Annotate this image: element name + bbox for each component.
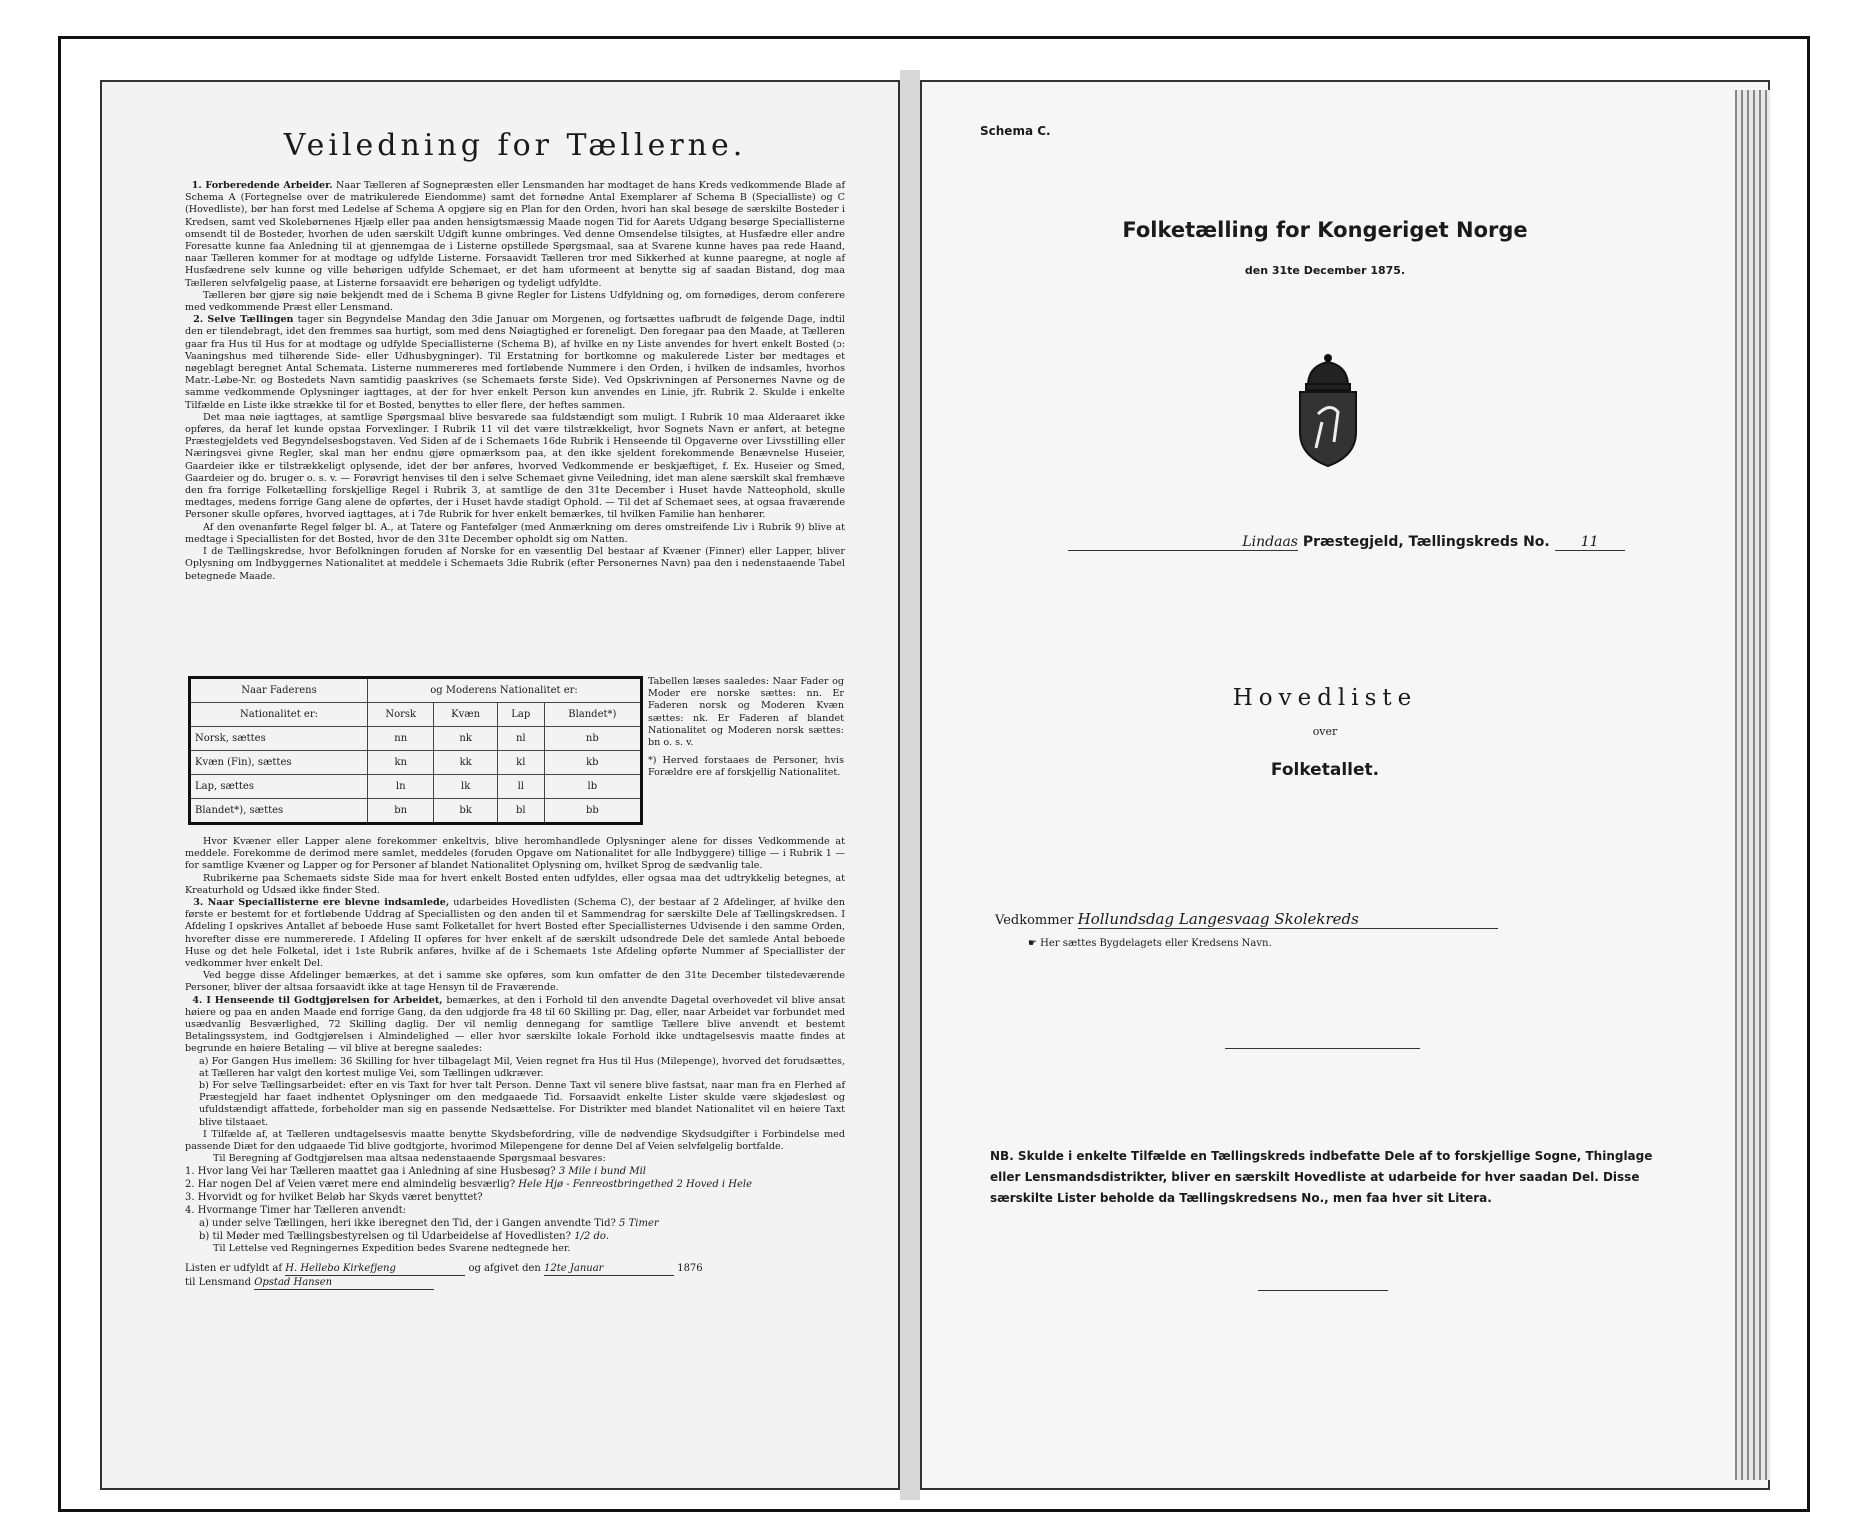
paragraph-10b: b) For selve Tællingsarbeidet: efter en vis Taxt for hver talt Person. Denne Taxt vil senere blive fastsat, naar man fra en Flerhed af Præstegjeld har faaet indhentet Oplysninger om den medgaaede Tid. Forsaavidt enkelte Lister skulde være skjødesløst og ufuldstændigt affattede, forbeholder man sig en passende Nedsættelse. For Distrikter med blandet Nationalitet vil en høiere Taxt blive tilstaaet. xyxy=(199,1080,845,1128)
nb-note: NB. Skulde i enkelte Tilfælde en Tællingskreds indbefatte Dele af to forskjellige Sogne, Thinglage eller Lensmandsdistrikter, bliver en særskilt Hovedliste at udarbeide for hver saadan Del. Disse særskilte Lister beholde da Tællingskredsens No., men faa hver sit Litera. xyxy=(990,1149,1653,1205)
divider xyxy=(1225,1048,1420,1049)
table-cell: kb xyxy=(544,751,641,775)
coat-of-arms-icon xyxy=(1290,352,1366,470)
table-note xyxy=(648,676,844,780)
table-cell: nl xyxy=(497,727,544,751)
question-4a xyxy=(185,1217,845,1230)
schema-label: Schema C. xyxy=(980,124,1051,138)
paragraph-5: I de Tællingskredse, hvor Befolkningen foruden af Norske for en væsentlig Del bestaar af Kvæner (Finner) eller Lapper, bliver Oplysning om Indbyggernes Nationalitet at meddele i Schemaets 3die Rubrik (efter Personernes Navn) paa den i nedenstaaende Tabel betegnede Maade. xyxy=(185,546,845,582)
list-over: over xyxy=(1312,725,1338,738)
divider xyxy=(1258,1290,1388,1291)
paragraph-13: Til Lettelse ved Regningernes Expedition bedes Svarene nedtegnede her. xyxy=(213,1243,571,1255)
question-4b xyxy=(185,1230,845,1243)
vedkommer-note-text: Her sættes Bygdelagets eller Kredsens Navn. xyxy=(1040,938,1272,949)
row-label: Norsk, sættes xyxy=(190,727,368,751)
paragraph-2 xyxy=(185,314,845,412)
paragraph-1 xyxy=(185,180,845,290)
question-3: 3. Hvorvidt og for hvilket Beløb har Skyds været benyttet? xyxy=(185,1192,483,1204)
sig1-hand: H. Hellebo Kirkefjeng xyxy=(285,1262,465,1276)
question-2-text: 2. Har nogen Del af Veien været mere end almindelig besværlig? xyxy=(185,1179,516,1191)
paragraph-9: Ved begge disse Afdelinger bemærkes, at det i samme ske opføres, som kun omfatter de den 31te December tilstedeværende Personer, bliver der altsaa forsaavidt ikke at tage Hensyn til de Fraværende. xyxy=(185,970,845,994)
answer-2: Hele Hjø - Fenreostbringethed 2 Hoved i Hele xyxy=(518,1179,753,1191)
pointing-hand-icon: ☛ xyxy=(1028,938,1037,949)
table-header-father: Naar Faderens xyxy=(190,678,368,703)
table-cell: bb xyxy=(544,799,641,824)
parish-line xyxy=(1068,534,1625,551)
sig1-date: 12te Januar xyxy=(544,1262,674,1276)
p2-text: tager sin Begyndelse Mandag den 3die Januar om Morgenen, og fortsættes uafbrudt de følgende Dage, indtil den er tilendebragt, idet den fremmes saa hurtigt, som med dens Nøiagtighed er foreneligt. Den foregaar paa den Maade, at Tælleren gaar fra Hus til Hus for at modtage og udfylde Speciallisterne (Schema B), af hvilke en ny Liste anvendes for hvert enkelt Bosted (ɔ: Vaaningshus med tilhørende Side- eller Udhusbygninger). Til Erstatning for bortkomne og makulerede Lister bør medtages et nøgeblagt beregnet Antal Schemata. Listerne nummereres med fortløbende Nummere i den Orden, i hvilken de indsamles, hvorhos Matr.-Løbe-Nr. og Bostedets Navn samtidig paaskrives (se Schemaets første Side). Ved Opskrivningen af Personernes Navne og de samme vedkommende Oplysninger iagttages, at der for hver enkelt Person kun anvendes en Linie, jfr. Rubrik 2. Skulde i enkelte Tilfælde en Liste ikke strække til for et Bosted, benyttes to eller flere, der heftes sammen. xyxy=(185,314,845,411)
table-cell: lb xyxy=(544,775,641,799)
page-edges xyxy=(1735,90,1770,1480)
paragraph-1b: Tælleren bør gjøre sig nøie bekjendt med de i Schema B givne Regler for Listens Udfyldning og, om fornødiges, derom conferere med vedkommende Præst eller Lensmand. xyxy=(185,289,845,314)
vedkommer-value: Hollundsdag Langesvaag Skolekreds xyxy=(1078,910,1498,929)
table-note-text: Tabellen læses saaledes: Naar Fader og Moder ere norske sættes: nn. Er Faderen norsk og Moderen Kvæn sættes: nk. Er Faderen af blandet Nationalitet og Moderen norsk sættes: bn o. s. v. xyxy=(648,676,844,749)
question-1 xyxy=(185,1165,845,1178)
row-label: Lap, sættes xyxy=(190,775,368,799)
table-cell: kn xyxy=(368,751,434,775)
paragraph-6: Hvor Kvæner eller Lapper alene forekommer enkeltvis, blive heromhandlede Oplysninger alene for disses Vedkommende at meddele. Forekomme de derimod mere samlet, meddeles (foruden Opgave om Nationalitet for alle Indbyggere) tillige — i Rubrik 1 — for samtlige Kvæner og Lapper og for Personer af blandet Nationalitet Oplysning om, hvilket Sprog de sædvanlig tale. xyxy=(185,836,845,872)
table-row xyxy=(190,799,642,824)
answer-4a: 5 Timer xyxy=(619,1218,659,1230)
table-header-nat: Nationalitet er: xyxy=(190,703,368,727)
table-cell: lk xyxy=(434,775,497,799)
vedkommer-note xyxy=(1028,938,1272,949)
census-title: Folketælling for Kongeriget Norge xyxy=(1122,218,1528,242)
sig1-mid: og afgivet den xyxy=(468,1262,541,1274)
paragraph-11: I Tilfælde af, at Tælleren undtagelsesvis maatte benytte Skydsbefordring, ville de nødvendige Skydsudgifter i Forbindelse med passende Diæt for den udgaaede Tid blive godtgjorte, hvorimod Milepengene for denne Del af Veien selvfølgelig bortfalde. xyxy=(185,1128,845,1153)
sig1-year: 1876 xyxy=(677,1262,703,1274)
table-cell: bk xyxy=(434,799,497,824)
vedkommer-label: Vedkommer xyxy=(995,913,1074,928)
table-cell: nk xyxy=(434,727,497,751)
question-1-text: 1. Hvor lang Vei har Tælleren maattet gaa i Anledning af sine Husbesøg? xyxy=(185,1166,556,1178)
paragraph-10 xyxy=(185,995,845,1056)
left-heading: Veiledning for Tællerne. xyxy=(283,128,747,163)
paragraph-10a: a) For Gangen Hus imellem: 36 Skilling for hver tilbagelagt Mil, Veien regnet fra Hus til Hus (Milepenge), hvorved det forudsættes, at Tælleren har valgt den kortest mulige Vei, som Tællingen udkræver. xyxy=(199,1055,845,1079)
question-2 xyxy=(185,1178,845,1191)
list-heading: Hovedliste xyxy=(1232,685,1418,711)
row-label: Kvæn (Fin), sættes xyxy=(190,751,368,775)
list-subheading: Folketallet. xyxy=(1270,760,1380,780)
table-cell: nb xyxy=(544,727,641,751)
p10-head: 4. I Henseende til Godtgjørelsen for Arbeidet, xyxy=(192,994,443,1006)
table-col: Lap xyxy=(497,703,544,727)
table-cell: kk xyxy=(434,751,497,775)
table-row xyxy=(190,775,642,799)
sig2-hand: Opstad Hansen xyxy=(254,1276,434,1290)
sig2-pre: til Lensmand xyxy=(185,1276,252,1288)
instructions-block-1 xyxy=(185,180,845,583)
question-4b-text: b) til Møder med Tællingsbestyrelsen og til Udarbeidelse af Hovedlisten? xyxy=(199,1231,571,1243)
sig1-pre: Listen er udfyldt af xyxy=(185,1262,283,1274)
table-cell: ll xyxy=(497,775,544,799)
p1-text: Naar Tælleren af Sognepræsten eller Lensmanden har modtaget de hans Kreds vedkommende Blade af Schema A (Fortegnelse over de matrikulerede Eiendomme) samt det fornødne Antal Exemplarer af Schema B (Specialliste) og C (Hovedliste), bør han forst med Ledelse af Schema A opgjøre sig en Plan for den Orden, hvori han skal besøge de særskilte Bosteder i Kredsen, samt ved Skolebørnenes Hjælp eller paa anden hensigtsmæssig Maade nogen Tid for Aarets Udgang besørge Speciallisterne omsendt til de Bosteder, hvorhen de uden særskilt Udgift kunne ombringes. Ved denne Omsendelse tilsigtes, at Husfædre eller andre Foresatte kunne faa Anledning til at gjennemgaa de i Listerne opstillede Spørgsmaal, saa at Svarene kunne haves paa rede Haand, naar Tælleren kommer for at modtage og udfylde Listerne. Forsaavidt Tælleren tror med Sikkerhed at kunne paaregne, at nogle af Husfædrene selv kunne og ville behørigen udfylde Schemaet, er det ham uformeent at benytte sig af saadan Bistand, dog maa Tælleren selvfølgelig paase, at Listerne forsaavidt ere behørigen og tydeligt udfyldte. xyxy=(185,180,845,289)
right-page xyxy=(920,80,1770,1490)
instructions-block-2 xyxy=(185,836,845,1290)
table-cell: nn xyxy=(368,727,434,751)
parish-name: Lindaas xyxy=(1068,534,1298,551)
nationality-table xyxy=(188,676,643,825)
table-cell: kl xyxy=(497,751,544,775)
table-cell: ln xyxy=(368,775,434,799)
paragraph-3: Det maa nøie iagttages, at samtlige Spørgsmaal blive besvarede saa fuldstændigt som muligt. I Rubrik 10 maa Alderaaret ikke opføres, da heraf let kunde opstaa Forvexlinger. I Rubrik 11 vil det være tilstrækkeligt, hvor Sognets Navn er anført, at betegne Præstegjeldets ved Begyndelsesbogstaven. Ved Siden af de i Schemaets 16de Rubrik i Henseende til Opgaverne over Livsstilling eller Næringsvei givne Regler, skal man her endnu gjøre opmærksom paa, at den ikke sjeldent forekommende Benævnelse Huseier, Gaardeier ikke er tilstrækkeligt oplysende, idet der bør anføres, hvorved Vedkommende er beskjæftiget, f. Ex. Huseier og Smed, Gaardeier og do. bruger o. s. v. — Forøvrigt henvises til den i selve Schemaet givne Veiledning, idet man alene særskilt skal fremhæve den fra forrige Folketælling forskjellige Regel i Rubrik 3, at samtlige de den 31te December i Huset havde Natteophold, skulle medtages, medens forrige Gang alene de opførtes, der i Huset havde stadigt Ophold. — Til det af Schemaet sees, at ogsaa fraværende Personer skulle opføres, hvorved iagttages, at i 7de Rubrik for hver enkelt bemærkes, til hvilken Familie han henhører. xyxy=(185,411,845,521)
table-col: Kvæn xyxy=(434,703,497,727)
book-spine xyxy=(900,70,920,1500)
table-row xyxy=(190,727,642,751)
p2-head: 2. Selve Tællingen xyxy=(193,314,294,326)
signature-line-2 xyxy=(185,1276,845,1290)
answer-4b: 1/2 do. xyxy=(574,1231,609,1243)
table-footnote: *) Herved forstaaes de Personer, hvis Forældre ere af forskjellig Nationalitet. xyxy=(648,755,844,779)
table-cell: bl xyxy=(497,799,544,824)
table-cell: bn xyxy=(368,799,434,824)
census-date: den 31te December 1875. xyxy=(1244,264,1406,277)
kreds-number: 11 xyxy=(1555,534,1625,551)
p1-head: 1. Forberedende Arbeider. xyxy=(191,180,333,191)
answer-1: 3 Mile i bund Mil xyxy=(558,1166,646,1178)
paragraph-8 xyxy=(185,897,845,970)
table-col: Blandet*) xyxy=(544,703,641,727)
question-4: 4. Hvormange Timer har Tælleren anvendt: xyxy=(185,1205,406,1217)
p8-head: 3. Naar Speciallisterne ere blevne indsamlede, xyxy=(193,897,450,909)
p10-text: bemærkes, at den i Forhold til den anvendte Dagetal overhovedet vil blive ansat høiere og paa en anden Maade end forrige Gang, da den udgjorde fra 48 til 60 Skilling pr. Dag, eller, naar Arbeidet var forbundet med usædvanlig Besværlighed, 72 Skilling daglig. Der vil nemlig dennegang for samtlige Tællere blive anvendt et bestemt Betalingssystem, ind Godtgjørelsen i Almindelighed — eller hvor særskilte lokale Forhold ikke undtagelsesvis maatte findes at begrunde en høiere Betaling — vil blive at beregne saaledes: xyxy=(185,994,845,1055)
table-header-mother: og Moderens Nationalitet er: xyxy=(368,678,642,703)
table-row xyxy=(190,751,642,775)
row-label: Blandet*), sættes xyxy=(190,799,368,824)
question-4a-text: a) under selve Tællingen, heri ikke iberegnet den Tid, der i Gangen anvendte Tid? xyxy=(199,1218,616,1230)
p8-text: udarbeides Hovedlisten (Schema C), der bestaar af 2 Afdelinger, af hvilke den første er bestemt for et fortløbende Uddrag af Speciallisten og den anden til et Sammendrag for særskilte Dele af Tællingskredsen. I Afdeling I opskrives Antallet af beboede Huse samt Folketallet for hvert Bosted efter Speciallisternes Udvisende i den samme Orden, hvorefter disse ere nummererede. I Afdeling II opføres for hver enkelt af de særskilt udsondrede Dele det samlede Antal beboede Huse og det hele Folketal, idet i 1ste Rubrik anføres, hvilke af de i Schemaets 1ste Afdeling opførte Nummer af Speciallister der vedkommer hver enkelt Del. xyxy=(185,897,845,970)
paragraph-12: Til Beregning af Godtgjørelsen maa altsaa nedenstaaende Spørgsmaal besvares: xyxy=(213,1153,606,1165)
paragraph-7: Rubrikerne paa Schemaets sidste Side maa for hvert enkelt Bosted enten udfyldes, eller ogsaa maa det udtrykkelig betegnes, at Kreaturhold og Udsæd ikke finder Sted. xyxy=(185,872,845,896)
table-col: Norsk xyxy=(368,703,434,727)
vedkommer-line xyxy=(995,910,1498,929)
paragraph-4: Af den ovenanførte Regel følger bl. A., at Tatere og Fantefølger (med Anmærkning om deres omstreifende Liv i Rubrik 9) blive at medtage i Speciallisten for det Bosted, hvor de den 31te December opholdt sig om Natten. xyxy=(185,521,845,545)
signature-line-1 xyxy=(185,1262,845,1276)
parish-label: Præstegjeld, Tællingskreds No. xyxy=(1302,534,1550,550)
